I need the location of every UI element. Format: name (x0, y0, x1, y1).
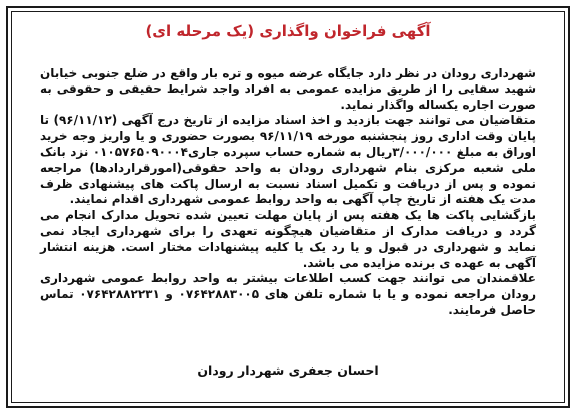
paragraph-contact: علاقمندان می توانند جهت کسب اطلاعات بیشتر به واحد روابط عمومی شهرداری رودان مراجعه نموده و یا با شماره تلفن های ۰۷۶۴۲۸۸۳۰۰۵ و ۰۷۶۴۲۸۸۲۲۳۱ تماس حاصل فرمایند. (40, 271, 536, 317)
paragraph-opening: بازگشایی پاکت ها یک هفته پس از پایان مهلت تعیین شده تحویل مدارک انجام می گردد و دریافت مدارک از متقاضیان هیچگونه تعهدی را برای شهرداری ایجاد نمی نماید و شهرداری در قبول و یا رد یک یا کلیه پیشنهادات مختار است. هزینه انتشار آگهی به عهده ی برنده مزایده می باشد. (40, 208, 536, 270)
paragraph-intro: شهرداری رودان در نظر دارد جایگاه عرضه میوه و تره بار واقع در ضلع جنوبی خیابان شهید سقایی را از طریق مزایده عمومی به افراد واجد شرایط حقیقی و حقوقی به صورت اجاره یکساله واگذار نماید. (40, 66, 536, 112)
notice-body (40, 66, 536, 319)
notice-title: آگهی فراخوان واگذاری (یک مرحله ای) (145, 22, 431, 40)
paragraph-documents: متقاضیان می توانند جهت بازدید و اخذ اسناد مزایده از تاریخ درج آگهی (۹۶/۱۱/۱۲) تا پایان وقت اداری روز پنجشنبه مورخه ۹۶/۱۱/۱۹ بصورت حضوری و یا واریز وجه خرید اوراق به مبلغ ۳/۰۰۰/۰۰۰ریال به شماره حساب سپرده جاری۰۱۰۵۷۶۵۰۹۰۰۰۴ نزد بانک ملی شعبه مرکزی بنام شهرداری رودان به واحد حقوقی(امورقراردادها) مراجعه نموده و پس از دریافت و تکمیل اسناد نسبت به ارسال پاکت های پیشنهادی ظرف مدت یک هفته از تاریخ چاپ آگهی به واحد روابط عمومی شهرداری اقدام نمایند. (40, 113, 536, 207)
signature: احسان جعفری شهردار رودان (197, 363, 379, 378)
